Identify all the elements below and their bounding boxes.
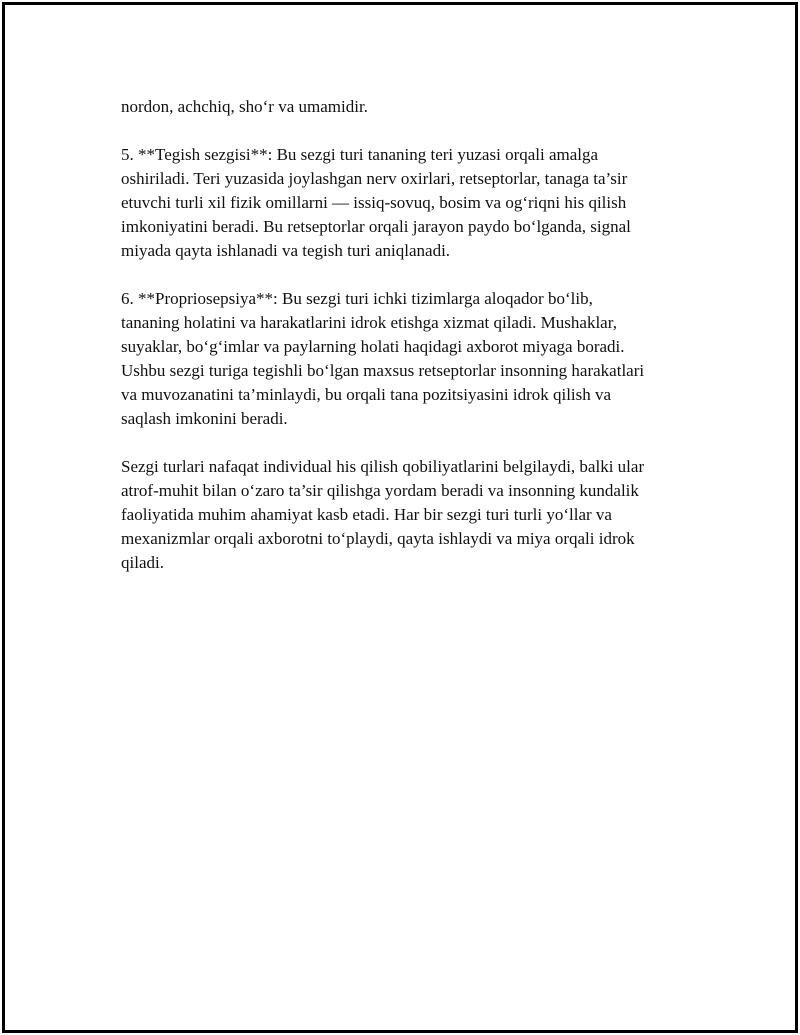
paragraph-conclusion: Sezgi turlari nafaqat individual his qilish qobiliyatlarini belgilaydi, balki ular atrof-muhit bilan o‘zaro ta’sir qilishga yordam beradi va insonning kundalik faoliyatida muhim ahamiyat kasb etadi. Har bir sezgi turi turli yo‘llar va mexanizmlar orqali axborotni to‘playdi, qayta ishlaydi va miya orqali idrok qiladi. [121,457,645,572]
paragraph-proprioception: 6. **Propriosepsiya**: Bu sezgi turi ichki tizimlarga aloqador bo‘lib, tananing holatini va harakatlarini idrok etishga xizmat qiladi. Mushaklar, suyaklar, bo‘g‘imlar va paylarning holati haqidagi axborot miyaga boradi. Ushbu sezgi turiga tegishli bo‘lgan maxsus retseptorlar insonning harakatlari va muvozanatini ta’minlaydi, bu orqali tana pozitsiyasini idrok qilish va saqlash imkonini beradi. [121,289,645,428]
paragraph-touch-sense: 5. **Tegish sezgisi**: Bu sezgi turi tananing teri yuzasi orqali amalga oshiriladi. Teri yuzasida joylashgan nerv oxirlari, retseptorlar, tanaga ta’sir etuvchi turli xil fizik omillarni — issiq-sovuq, bosim va og‘riqni his qilish imkoniyatini beradi. Bu retseptorlar orqali jarayon paydo bo‘lganda, signal miyada qayta ishlanadi va tegish turi aniqlanadi. [121,145,631,260]
page-content [121,95,701,575]
page-frame [2,2,798,1033]
paragraph-taste-ending: nordon, achchiq, sho‘r va umamidir. [121,97,368,116]
